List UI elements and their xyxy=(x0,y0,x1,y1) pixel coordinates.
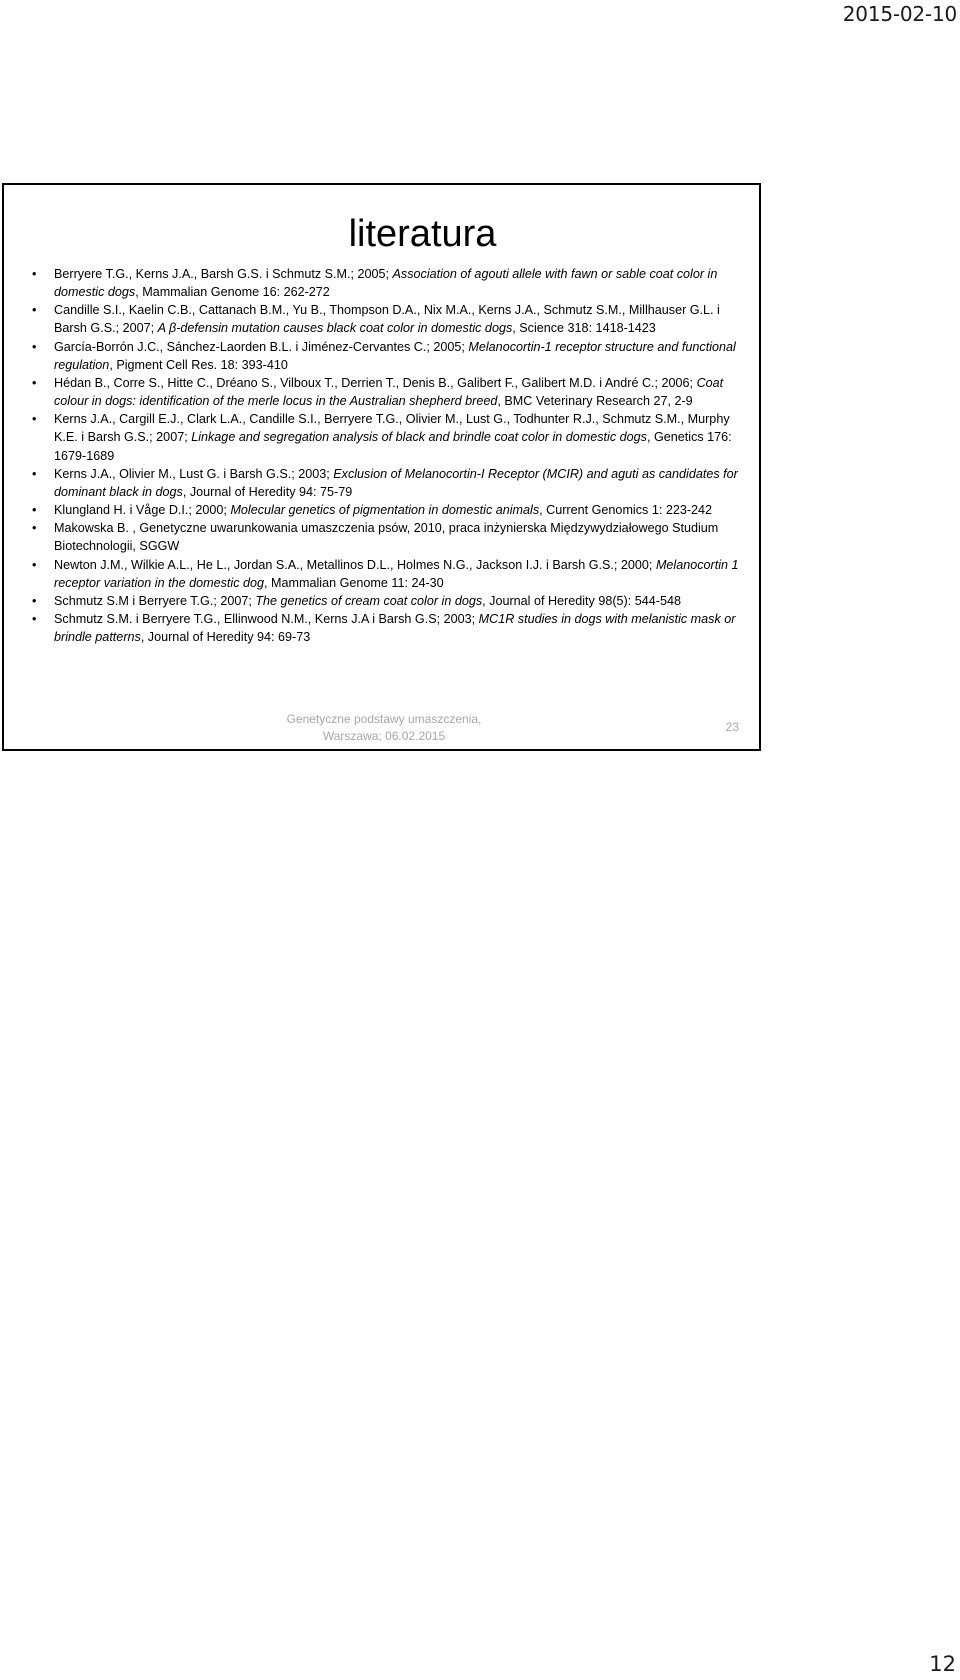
reference-title: Coat colour in dogs: identification of the merle locus in the Australian shepherd breed xyxy=(54,375,724,409)
reference-title: Exclusion of Melanocortin-I Receptor (MCIR) and aguti as candidates for dominant black in dogs xyxy=(54,466,738,499)
reference-item xyxy=(29,410,739,464)
reference-item xyxy=(29,501,739,519)
reference-authors: García-Borrón J.C., Sánchez-Laorden B.L. i Jiménez-Cervantes C.; 2005; xyxy=(54,339,469,354)
page-number: 12 xyxy=(929,1652,956,1676)
reference-authors: Schmutz S.M i Berryere T.G.; 2007; xyxy=(54,593,256,608)
reference-source: , Journal of Heredity 94: 69-73 xyxy=(140,630,311,645)
reference-source: , Pigment Cell Res. 18: 393-410 xyxy=(109,357,288,372)
reference-item xyxy=(29,519,739,555)
reference-source: , BMC Veterinary Research 27, 2-9 xyxy=(497,394,693,409)
reference-title: Melanocortin 1 receptor variation in the domestic dog xyxy=(54,557,739,590)
reference-title: A β-defensin mutation causes black coat color in domestic dogs xyxy=(157,321,513,336)
reference-source: , Journal of Heredity 94: 75-79 xyxy=(182,484,353,499)
reference-authors: Klungland H. i Våge D.I.; 2000; xyxy=(54,503,231,518)
reference-authors: Hédan B., Corre S., Hitte C., Dréano S., Vilboux T., Derrien T., Denis B., Galibert F., Galibert M.D. i André C.; 2006; xyxy=(54,375,697,390)
reference-authors: Berryere T.G., Kerns J.A., Barsh G.S. i Schmutz S.M.; 2005; xyxy=(54,267,393,281)
reference-authors: Newton J.M., Wilkie A.L., He L., Jordan S.A., Metallinos D.L., Holmes N.G., Jackson I.J. i Barsh G.S.; 2000; xyxy=(54,557,656,572)
reference-title: Melanocortin-1 receptor structure and functional regulation xyxy=(54,339,736,372)
reference-item xyxy=(29,301,739,337)
reference-item xyxy=(29,592,739,610)
reference-source: , Genetics 176: 1679-1689 xyxy=(54,430,732,463)
reference-item xyxy=(29,265,739,301)
reference-title: Association of agouti allele with fawn or sable coat color in domestic dogs xyxy=(54,267,718,300)
slide-frame xyxy=(2,183,761,751)
reference-title: Linkage and segregation analysis of black and brindle coat color in domestic dogs xyxy=(191,430,647,445)
reference-item xyxy=(29,338,739,374)
reference-source: , Mammalian Genome 16: 262-272 xyxy=(135,285,330,300)
reference-list xyxy=(29,265,739,646)
reference-title: Molecular genetics of pigmentation in domestic animals xyxy=(230,503,540,518)
reference-title: MC1R studies in dogs with melanistic mask or brindle patterns xyxy=(54,611,736,645)
reference-source: , Current Genomics 1: 223-242 xyxy=(539,503,713,518)
slide-footer xyxy=(269,711,499,745)
reference-item xyxy=(29,610,739,646)
reference-authors: Makowska B. , Genetyczne uwarunkowania umaszczenia psów, 2010, praca inżynierska Międzywydziałowego Studium Biotechnologii, SGGW xyxy=(54,521,719,554)
reference-source: , Science 318: 1418-1423 xyxy=(512,321,656,336)
reference-item xyxy=(29,556,739,592)
reference-title: The genetics of cream coat color in dogs xyxy=(255,593,483,608)
reference-authors: Kerns J.A., Cargill E.J., Clark L.A., Candille S.I., Berryere T.G., Olivier M., Lust G., Todhunter R.J., Schmutz S.M., Murphy K.E. i Barsh G.S.; 2007; xyxy=(54,412,730,445)
page-date: 2015-02-10 xyxy=(842,2,957,26)
footer-line-1: Genetyczne podstawy umaszczenia, xyxy=(286,712,482,726)
slide-number: 23 xyxy=(725,720,739,734)
reference-authors: Kerns J.A., Olivier M., Lust G. i Barsh G.S.; 2003; xyxy=(54,466,334,481)
reference-item xyxy=(29,465,739,501)
footer-line-2: Warszawa; 06.02.2015 xyxy=(322,729,446,743)
reference-source: , Mammalian Genome 11: 24-30 xyxy=(264,575,444,590)
reference-source: , Journal of Heredity 98(5): 544-548 xyxy=(482,593,681,608)
reference-authors: Schmutz S.M. i Berryere T.G., Ellinwood N.M., Kerns J.A i Barsh G.S; 2003; xyxy=(54,611,479,626)
reference-item xyxy=(29,374,739,410)
slide-title: literatura xyxy=(348,213,497,255)
reference-authors: Candille S.I., Kaelin C.B., Cattanach B.M., Yu B., Thompson D.A., Nix M.A., Kerns J.A., Schmutz S.M., Millhauser G.L. i Barsh G.S.; 2007; xyxy=(54,303,720,336)
